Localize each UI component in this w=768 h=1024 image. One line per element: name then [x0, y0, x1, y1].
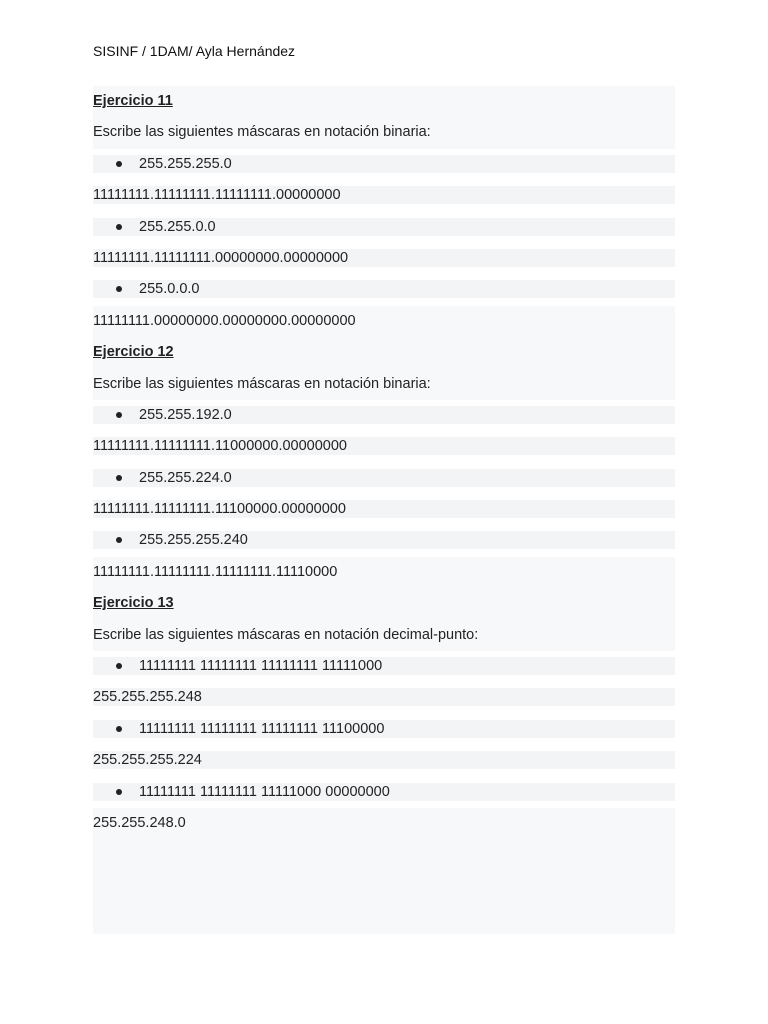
bullet-icon	[116, 224, 122, 230]
mask-item	[93, 463, 675, 494]
answer-value: 255.255.248.0	[93, 814, 186, 831]
mask-item	[93, 525, 675, 556]
mask-value: 11111111 11111111 11111000 00000000	[139, 783, 390, 800]
bullet-icon	[116, 412, 122, 418]
mask-answer	[93, 180, 675, 211]
answer-value: 11111111.11111111.00000000.00000000	[93, 249, 349, 266]
answer-value: 11111111.11111111.11111111.00000000	[93, 187, 341, 204]
bullet-icon	[116, 161, 122, 167]
answer-value: 255.255.255.248	[93, 689, 202, 706]
mask-value: 255.0.0.0	[139, 281, 200, 298]
mask-item	[93, 651, 675, 682]
exercise-13	[93, 588, 675, 934]
final-answer-block	[93, 808, 675, 934]
exercise-title: Ejercicio 11	[93, 86, 675, 117]
exercise-12	[93, 337, 675, 588]
mask-item	[93, 149, 675, 180]
mask-item	[93, 212, 675, 243]
mask-item	[93, 714, 675, 745]
document-header: SISINF / 1DAM/ Ayla Hernández	[93, 43, 296, 59]
mask-answer	[93, 431, 675, 462]
mask-value: 11111111 11111111 11111111 11111000	[139, 658, 383, 675]
mask-value: 255.255.255.0	[139, 155, 232, 172]
answer-value: 11111111.11111111.11000000.00000000	[93, 438, 347, 455]
mask-answer	[93, 682, 675, 713]
exercise-instruction: Escribe las siguientes máscaras en notación binaria:	[93, 369, 675, 400]
exercise-instruction: Escribe las siguientes máscaras en notación binaria:	[93, 117, 675, 148]
exercise-title: Ejercicio 13	[93, 588, 675, 619]
mask-item	[93, 777, 675, 808]
answer-value: 11111111.11111111.11111111.11110000	[93, 557, 675, 588]
mask-value: 255.255.224.0	[139, 469, 232, 486]
answer-value: 255.255.255.224	[93, 752, 202, 769]
mask-item	[93, 400, 675, 431]
mask-answer	[93, 494, 675, 525]
mask-value: 255.255.192.0	[139, 406, 232, 423]
mask-answer	[93, 243, 675, 274]
exercise-11	[93, 86, 675, 337]
document-body	[93, 86, 675, 934]
exercise-instruction: Escribe las siguientes máscaras en notación decimal-punto:	[93, 620, 675, 651]
answer-value: 11111111.00000000.00000000.00000000	[93, 306, 675, 337]
mask-value: 255.255.255.240	[139, 532, 248, 549]
bullet-icon	[116, 726, 122, 732]
mask-value: 255.255.0.0	[139, 218, 216, 235]
bullet-icon	[116, 789, 122, 795]
exercise-title: Ejercicio 12	[93, 337, 675, 368]
mask-item	[93, 274, 675, 305]
bullet-icon	[116, 663, 122, 669]
mask-value: 11111111 11111111 11111111 11100000	[139, 720, 385, 737]
answer-value: 11111111.11111111.11100000.00000000	[93, 501, 346, 518]
mask-answer	[93, 745, 675, 776]
bullet-icon	[116, 475, 122, 481]
